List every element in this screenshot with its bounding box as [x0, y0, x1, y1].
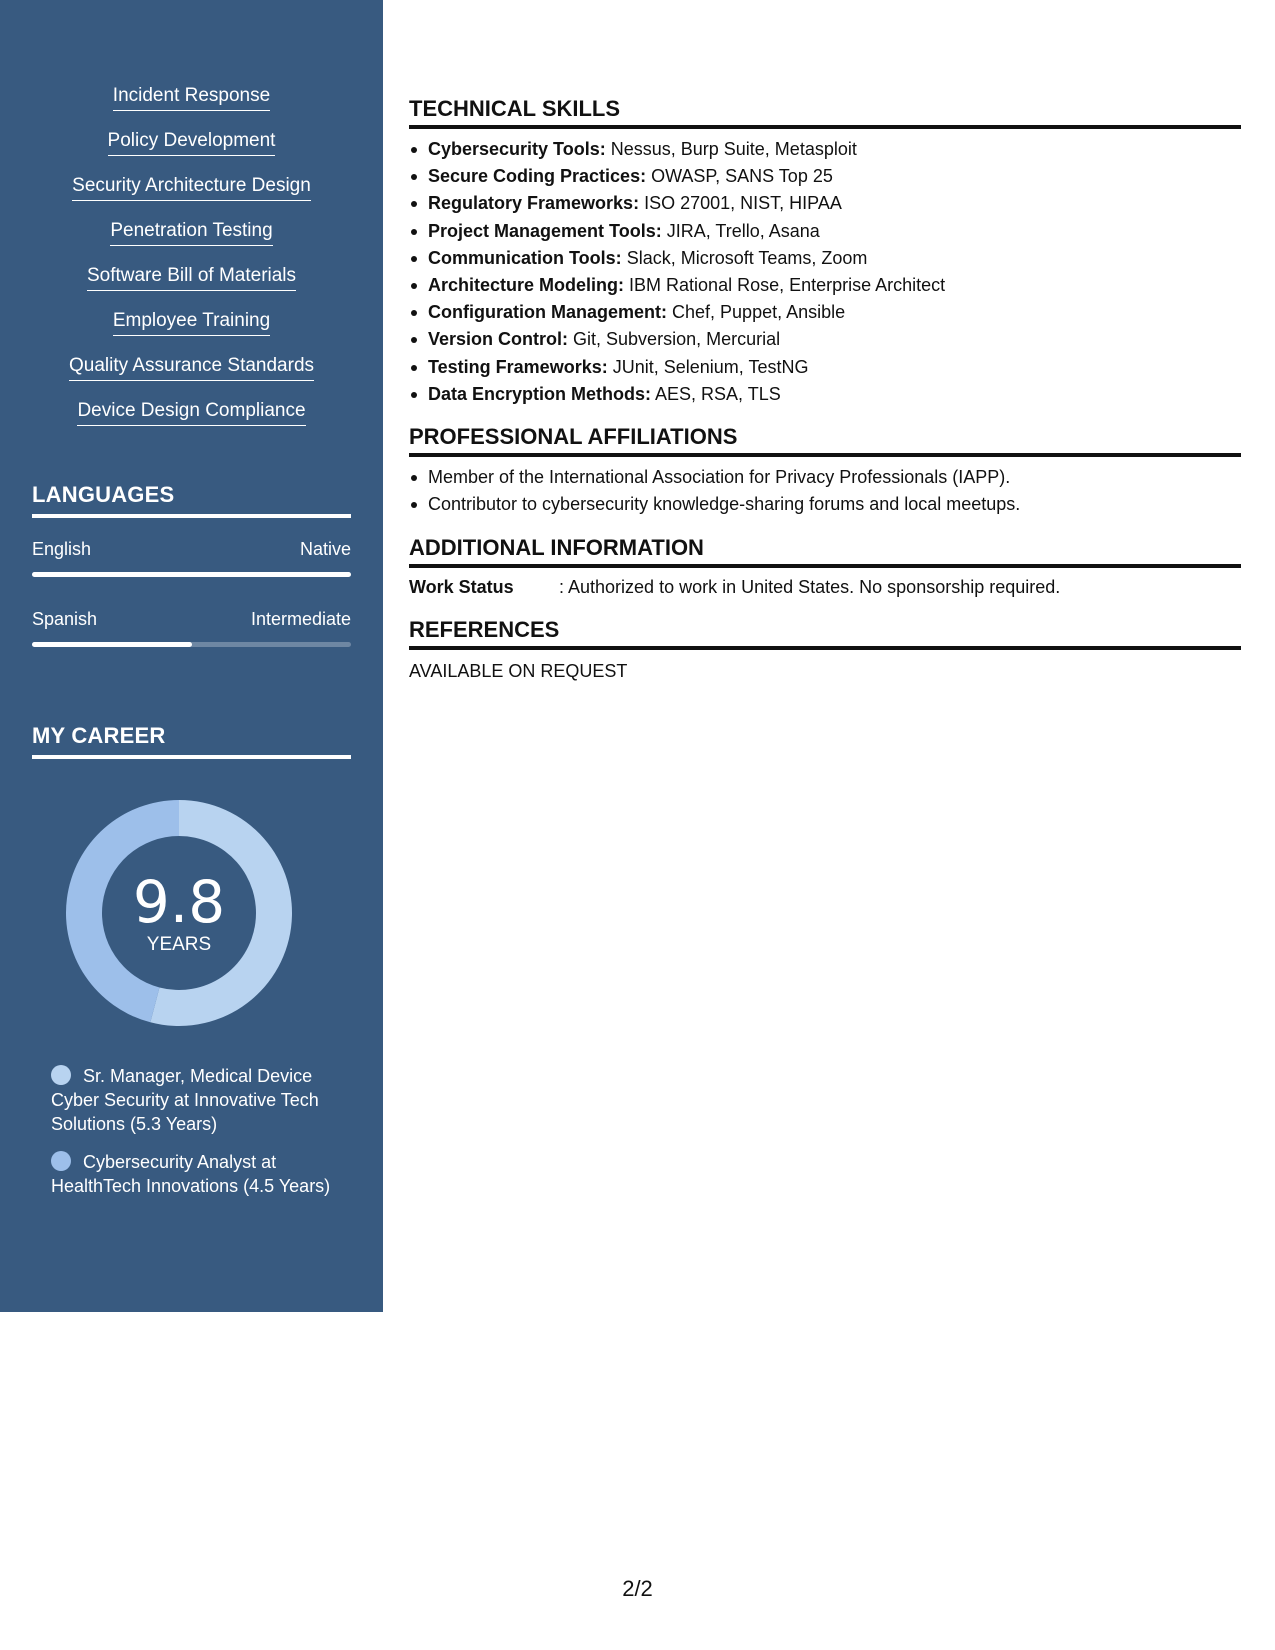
career-heading: MY CAREER	[32, 723, 351, 759]
skill-label: Penetration Testing	[110, 219, 272, 246]
career-role-item	[51, 1064, 331, 1136]
list-item: Project Management Tools: JIRA, Trello, Asana	[409, 218, 1241, 245]
skill-label: Policy Development	[108, 129, 276, 156]
career-donut	[66, 800, 292, 1026]
skill-label: Employee Training	[113, 309, 270, 336]
affiliations-heading: PROFESSIONAL AFFILIATIONS	[409, 424, 1241, 457]
skill-list	[0, 84, 383, 444]
language-bar-fill	[32, 642, 192, 647]
work-status-value: : Authorized to work in United States. No sponsorship required.	[559, 577, 1061, 597]
list-item: Version Control: Git, Subversion, Mercurial	[409, 326, 1241, 353]
skill-label: Software Bill of Materials	[87, 264, 296, 291]
language-level: Native	[299, 539, 351, 559]
sidebar	[0, 0, 383, 1312]
skill-label: Security Architecture Design	[72, 174, 311, 201]
career-role-item	[51, 1150, 331, 1198]
additional-info-heading: ADDITIONAL INFORMATION	[409, 535, 1241, 568]
list-item: Contributor to cybersecurity knowledge-sharing forums and local meetups.	[409, 491, 1241, 518]
page-number: 2/2	[622, 1576, 653, 1601]
career-legend-dot	[51, 1151, 71, 1171]
technical-skills-list	[409, 136, 1241, 408]
career-role-text: Cybersecurity Analyst at HealthTech Innovations (4.5 Years)	[51, 1152, 331, 1196]
technical-skills-heading: TECHNICAL SKILLS	[409, 96, 1241, 129]
skill-label: Quality Assurance Standards	[69, 354, 314, 381]
skill-item	[0, 174, 383, 219]
list-item: Architecture Modeling: IBM Rational Rose, Enterprise Architect	[409, 272, 1241, 299]
language-name: Spanish	[32, 609, 98, 629]
list-item: Data Encryption Methods: AES, RSA, TLS	[409, 381, 1241, 408]
work-status-label: Work Status	[409, 577, 514, 597]
list-item: Member of the International Association for Privacy Professionals (IAPP).	[409, 464, 1241, 491]
skill-item	[0, 399, 383, 444]
skill-item	[0, 354, 383, 399]
language-level: Intermediate	[250, 609, 351, 629]
language-bar	[32, 642, 351, 647]
list-item: Secure Coding Practices: OWASP, SANS Top 25	[409, 163, 1241, 190]
affiliations-list	[409, 464, 1241, 518]
list-item: Communication Tools: Slack, Microsoft Teams, Zoom	[409, 245, 1241, 272]
references-heading: REFERENCES	[409, 617, 1241, 650]
list-item: Regulatory Frameworks: ISO 27001, NIST, HIPAA	[409, 190, 1241, 217]
language-bar-fill	[32, 572, 351, 577]
list-item: Cybersecurity Tools: Nessus, Burp Suite, Metasploit	[409, 136, 1241, 163]
languages-heading: LANGUAGES	[32, 482, 351, 518]
career-legend-dot	[51, 1065, 71, 1085]
skill-label: Device Design Compliance	[77, 399, 305, 426]
skill-item	[0, 309, 383, 354]
skill-item	[0, 219, 383, 264]
list-item: Configuration Management: Chef, Puppet, Ansible	[409, 299, 1241, 326]
list-item: Testing Frameworks: JUnit, Selenium, TestNG	[409, 354, 1241, 381]
skill-label: Incident Response	[113, 84, 270, 111]
career-total-years: 9.8	[132, 868, 226, 936]
language-name: English	[32, 539, 92, 559]
language-bar	[32, 572, 351, 577]
references-text: AVAILABLE ON REQUEST	[409, 661, 628, 681]
skill-item	[0, 84, 383, 129]
career-total-unit: YEARS	[146, 934, 212, 955]
career-role-text: Sr. Manager, Medical Device Cyber Security at Innovative Tech Solutions (5.3 Years)	[51, 1066, 319, 1134]
skill-item	[0, 129, 383, 174]
skill-item	[0, 264, 383, 309]
